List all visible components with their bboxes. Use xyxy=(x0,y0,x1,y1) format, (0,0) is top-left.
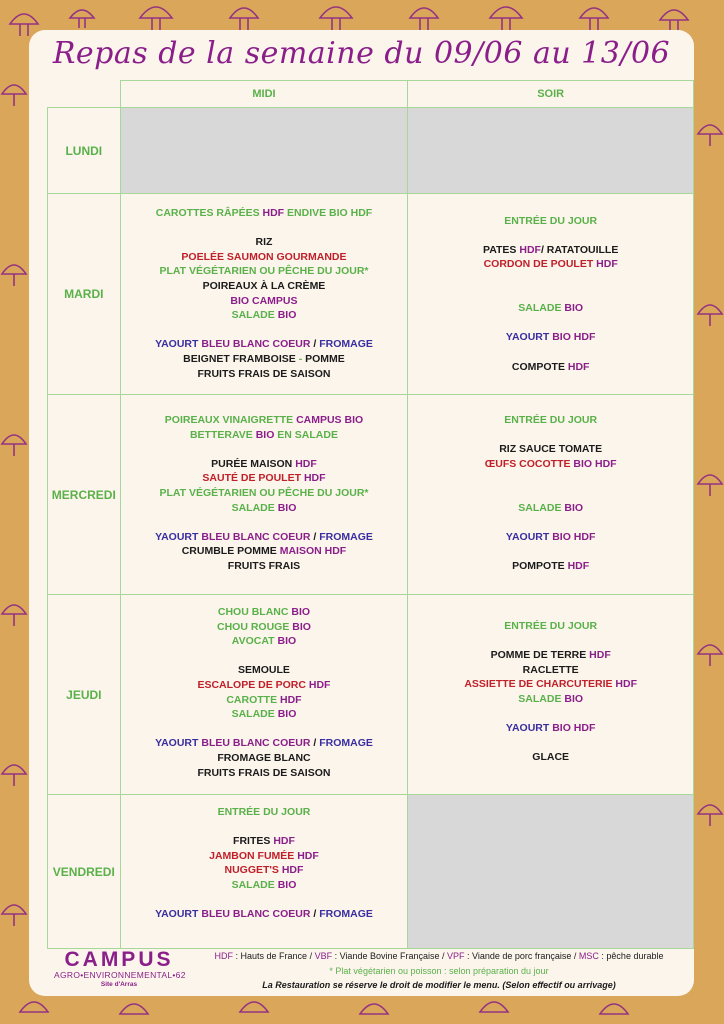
line-spacer xyxy=(408,345,693,360)
menu-text: : Hauts de France / xyxy=(233,951,315,961)
menu-text: HDF xyxy=(589,649,611,662)
menu-text: BIO HDF xyxy=(573,457,617,470)
menu-line xyxy=(121,471,408,486)
menu-line xyxy=(408,413,693,428)
line-spacer xyxy=(408,634,693,649)
menu-line xyxy=(121,559,408,574)
menu-text: CRUMBLE POMME xyxy=(181,545,280,558)
menu-text: SALADE xyxy=(518,501,565,514)
menu-line xyxy=(121,849,408,864)
menu-line xyxy=(408,257,693,272)
menu-text: MSC xyxy=(578,951,599,961)
line-spacer xyxy=(408,316,693,331)
menu-line xyxy=(121,620,408,635)
menu-text: FROMAGE BLANC xyxy=(217,751,311,764)
menu-line xyxy=(121,279,408,294)
day-label: MERCREDI xyxy=(48,395,121,595)
table-corner xyxy=(48,81,121,108)
line-spacer xyxy=(121,893,408,908)
logo-wordmark: CAMPUS xyxy=(64,948,174,971)
menu-text: PLAT VÉGÉTARIEN OU PÊCHE DU JOUR* xyxy=(159,486,369,499)
menu-line xyxy=(408,243,693,258)
menu-text: BIO xyxy=(564,501,584,514)
menu-text: HDF xyxy=(567,360,590,373)
menu-line xyxy=(408,360,693,375)
menu-text: JAMBON FUMÉE xyxy=(209,849,298,862)
menu-text: FRUITS FRAIS DE SAISON xyxy=(197,367,331,380)
line-spacer xyxy=(408,515,693,530)
menu-line xyxy=(121,863,408,878)
day-row xyxy=(48,795,694,949)
menu-text: POMME DE TERRE xyxy=(490,649,590,662)
day-row xyxy=(48,194,694,395)
weekly-menu-table xyxy=(47,80,694,949)
menu-text: NUGGET'S xyxy=(224,864,282,877)
menu-text: ENDIVE BIO HDF xyxy=(284,207,373,219)
menu-text: YAOURT xyxy=(155,737,202,750)
menu-text: POIREAUX À LA CRÈME xyxy=(202,279,326,292)
line-spacer xyxy=(408,228,693,243)
meal-cell-soir xyxy=(408,395,694,595)
line-spacer xyxy=(121,515,408,530)
menu-line xyxy=(121,206,408,221)
legend-disclaimer: La Restauration se réserve le droit de modifier le menu. (Selon effectif ou arrivage) xyxy=(262,980,616,990)
line-spacer xyxy=(408,707,693,722)
menu-text: BIO xyxy=(255,428,275,441)
menu-text: YAOURT xyxy=(505,530,553,543)
menu-text: BLEU BLANC COEUR xyxy=(201,338,311,351)
menu-line xyxy=(408,721,693,736)
menu-text: ENTRÉE DU JOUR xyxy=(504,414,598,426)
menu-text: POMME xyxy=(305,352,345,365)
menu-text: CAMPUS BIO xyxy=(296,414,364,426)
menu-text: FROMAGE xyxy=(319,530,373,543)
legend-note: * Plat végétarien ou poisson : selon préparation du jour xyxy=(329,966,549,976)
menu-text: PLAT VÉGÉTARIEN OU PÊCHE DU JOUR* xyxy=(159,265,369,278)
menu-text: BIO xyxy=(564,692,584,705)
menu-text: : pêche durable xyxy=(598,951,664,961)
menu-line xyxy=(121,693,408,708)
menu-text: CHOU BLANC xyxy=(217,606,292,618)
line-spacer xyxy=(408,486,693,501)
menu-text: BIO xyxy=(277,708,297,721)
menu-text: : Viande de porc française / xyxy=(464,951,579,961)
menu-line xyxy=(408,214,693,229)
menu-line xyxy=(121,367,408,382)
column-header-soir: SOIR xyxy=(408,81,694,108)
line-spacer xyxy=(408,471,693,486)
column-header-midi: MIDI xyxy=(120,81,408,108)
menu-text: HDF xyxy=(214,951,234,961)
line-spacer xyxy=(121,820,408,835)
menu-text: SALADE xyxy=(231,309,278,322)
menu-text: YAOURT xyxy=(155,908,202,921)
menu-line xyxy=(121,678,408,693)
line-spacer xyxy=(408,736,693,751)
menu-text: BETTERAVE xyxy=(189,428,256,441)
menu-text: ASSIETTE DE CHARCUTERIE xyxy=(464,678,616,691)
menu-text: PATES xyxy=(482,243,520,256)
meal-cell-soir-empty xyxy=(408,795,694,949)
menu-line xyxy=(121,736,408,751)
line-spacer xyxy=(121,649,408,664)
menu-text: BIO xyxy=(564,302,584,315)
menu-text: BIO HDF xyxy=(552,530,596,543)
menu-line xyxy=(121,457,408,472)
menu-line xyxy=(121,352,408,367)
menu-text: FRITES xyxy=(233,835,274,848)
line-spacer xyxy=(121,323,408,338)
menu-text: GLACE xyxy=(532,751,570,764)
menu-line xyxy=(121,530,408,545)
menu-line xyxy=(408,330,693,345)
menu-text: YAOURT xyxy=(155,338,202,351)
menu-line xyxy=(121,544,408,559)
menu-text: SALADE xyxy=(518,302,565,315)
menu-text: MAISON HDF xyxy=(279,545,347,558)
menu-text: / xyxy=(310,338,320,351)
day-label: JEUDI xyxy=(48,595,121,795)
menu-text: RIZ xyxy=(255,236,273,249)
menu-line xyxy=(121,605,408,620)
menu-card xyxy=(29,30,694,996)
menu-line xyxy=(408,619,693,634)
menu-text: POMPOTE xyxy=(512,559,568,572)
menu-line xyxy=(121,907,408,922)
menu-line xyxy=(121,834,408,849)
menu-line xyxy=(121,264,408,279)
menu-text: FRUITS FRAIS xyxy=(227,559,301,572)
menu-text: BIO HDF xyxy=(552,331,596,344)
menu-text: CAROTTES RÂPÉES xyxy=(155,207,263,219)
menu-text: BLEU BLANC COEUR xyxy=(201,737,311,750)
menu-text: AVOCAT xyxy=(231,635,278,648)
menu-text: HDF xyxy=(596,258,618,271)
menu-text: YAOURT xyxy=(155,530,202,543)
menu-text: / xyxy=(310,530,320,543)
menu-text: ENTRÉE DU JOUR xyxy=(504,620,598,632)
day-label: MARDI xyxy=(48,194,121,395)
menu-line xyxy=(121,294,408,309)
menu-text: FRUITS FRAIS DE SAISON xyxy=(197,766,331,779)
logo-subtitle: AGRO•ENVIRONNEMENTAL•62 xyxy=(54,970,186,980)
line-spacer xyxy=(121,221,408,236)
menu-text: FROMAGE xyxy=(319,908,373,921)
menu-line xyxy=(408,750,693,765)
menu-text: YAOURT xyxy=(505,722,553,735)
menu-line xyxy=(121,707,408,722)
menu-text: SALADE xyxy=(231,708,278,721)
menu-line xyxy=(408,442,693,457)
menu-line xyxy=(121,486,408,501)
menu-line xyxy=(408,559,693,574)
menu-text: POELÉE SAUMON GOURMANDE xyxy=(181,250,347,263)
menu-text: RIZ SAUCE TOMATE xyxy=(499,443,603,456)
menu-text: BLEU BLANC COEUR xyxy=(201,908,311,921)
day-row xyxy=(48,108,694,194)
legend xyxy=(184,951,694,966)
menu-text: RACLETTE xyxy=(522,663,579,676)
menu-line xyxy=(121,413,408,428)
meal-cell-midi xyxy=(120,395,408,595)
menu-text: POIREAUX VINAIGRETTE xyxy=(164,414,297,426)
menu-text: SALADE xyxy=(231,501,278,514)
menu-text: HDF xyxy=(295,457,317,470)
menu-line xyxy=(121,308,408,323)
menu-text: HDF xyxy=(273,835,295,848)
menu-text: ESCALOPE DE PORC xyxy=(197,678,309,691)
logo-site: Site d'Arras xyxy=(100,981,138,988)
menu-line xyxy=(121,337,408,352)
menu-text: BEIGNET FRAMBOISE xyxy=(183,352,299,365)
menu-text: HDF xyxy=(615,678,638,691)
line-spacer xyxy=(121,722,408,737)
menu-text: ENTRÉE DU JOUR xyxy=(217,806,311,818)
menu-text: CORDON DE POULET xyxy=(483,258,597,271)
menu-text: YAOURT xyxy=(505,331,553,344)
menu-text: HDF xyxy=(280,693,302,706)
menu-line xyxy=(408,663,693,678)
menu-text: SALADE xyxy=(518,692,565,705)
menu-text: HDF xyxy=(303,472,326,485)
menu-text: HDF xyxy=(519,243,541,256)
day-row xyxy=(48,595,694,795)
menu-text: SAUTÉ DE POULET xyxy=(202,472,304,485)
menu-text: VBF xyxy=(314,951,333,961)
menu-line xyxy=(408,457,693,472)
menu-text: BIO xyxy=(277,501,297,514)
meal-cell-midi xyxy=(120,194,408,395)
menu-text: - xyxy=(298,352,306,365)
menu-text: SEMOULE xyxy=(238,664,290,677)
line-spacer xyxy=(408,272,693,287)
menu-line xyxy=(121,428,408,443)
menu-line xyxy=(408,301,693,316)
line-spacer xyxy=(121,442,408,457)
menu-text: : Viande Bovine Française / xyxy=(332,951,447,961)
menu-text: VPF xyxy=(447,951,465,961)
meal-cell-soir xyxy=(408,595,694,795)
meal-cell-midi xyxy=(120,795,408,949)
menu-text: HDF xyxy=(262,207,285,219)
menu-text: PURÉE MAISON xyxy=(211,457,296,470)
meal-cell-soir xyxy=(408,194,694,395)
menu-text: FROMAGE xyxy=(319,737,373,750)
line-spacer xyxy=(408,544,693,559)
day-label: LUNDI xyxy=(48,108,121,194)
menu-line xyxy=(121,805,408,820)
line-spacer xyxy=(408,287,693,302)
menu-line xyxy=(121,766,408,781)
menu-text: BIO CAMPUS xyxy=(230,294,298,307)
menu-line xyxy=(121,751,408,766)
menu-text: COMPOTE xyxy=(511,360,568,373)
menu-text: / xyxy=(310,737,320,750)
menu-text: CAROTTE xyxy=(226,693,281,706)
menu-line xyxy=(121,634,408,649)
line-spacer xyxy=(408,199,693,214)
menu-text: CHOU ROUGE xyxy=(217,620,293,633)
menu-line xyxy=(121,878,408,893)
menu-line xyxy=(121,501,408,516)
menu-text: HDF xyxy=(567,559,590,572)
menu-text: HDF xyxy=(297,849,319,862)
menu-text: BIO xyxy=(277,309,297,322)
menu-line xyxy=(408,530,693,545)
menu-text: ŒUFS COCOTTE xyxy=(484,457,574,470)
menu-text: BLEU BLANC COEUR xyxy=(201,530,311,543)
page-title: Repas de la semaine du 09/06 au 13/06 xyxy=(52,36,671,71)
line-spacer xyxy=(408,428,693,443)
day-label: VENDREDI xyxy=(48,795,121,949)
menu-line xyxy=(408,677,693,692)
campus-logo xyxy=(54,948,184,988)
meal-cell-midi xyxy=(120,595,408,795)
menu-line xyxy=(121,250,408,265)
menu-text: / RATATOUILLE xyxy=(540,243,619,256)
menu-line xyxy=(408,692,693,707)
menu-text: ENTRÉE DU JOUR xyxy=(504,214,598,227)
day-row xyxy=(48,395,694,595)
menu-text: HDF xyxy=(308,678,331,691)
menu-text: FROMAGE xyxy=(319,338,373,351)
menu-text: EN SALADE xyxy=(274,428,338,441)
meal-cell-soir-empty xyxy=(408,108,694,194)
meal-cell-midi-empty xyxy=(120,108,408,194)
menu-text: BIO xyxy=(292,620,311,633)
menu-line xyxy=(121,235,408,250)
menu-line xyxy=(408,501,693,516)
menu-text: SALADE xyxy=(231,878,278,891)
menu-text: BIO xyxy=(277,635,297,648)
menu-line xyxy=(184,951,694,966)
menu-text: BIO HDF xyxy=(552,722,596,735)
menu-line xyxy=(408,648,693,663)
menu-text: BIO xyxy=(291,606,311,618)
menu-line xyxy=(121,663,408,678)
menu-text: / xyxy=(310,908,320,921)
menu-text: BIO xyxy=(277,878,297,891)
menu-text: HDF xyxy=(281,864,304,877)
